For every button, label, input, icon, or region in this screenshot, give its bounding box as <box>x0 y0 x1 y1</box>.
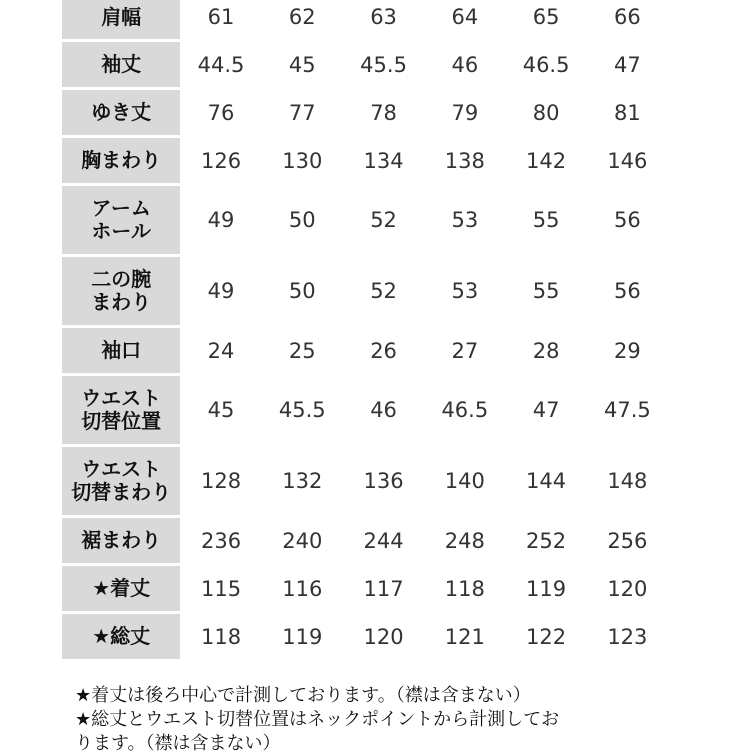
size-value-cell: 45.5 <box>278 398 326 422</box>
size-value-cell: 66 <box>613 5 641 29</box>
size-value-cell: 130 <box>282 148 323 173</box>
row-label <box>62 447 180 515</box>
size-value-cell: 146 <box>607 148 648 173</box>
size-value-cell: 80 <box>532 100 560 125</box>
table-row <box>62 328 668 373</box>
size-value-cell: 148 <box>607 469 648 493</box>
size-value-cell: 26 <box>370 338 397 363</box>
table-row <box>62 518 668 563</box>
size-value-cell: 122 <box>526 624 567 649</box>
size-value-cell: 76 <box>207 100 235 125</box>
row-label-line: ウエスト <box>81 386 162 410</box>
size-value-cell: 123 <box>607 624 648 649</box>
size-value-cell: 44.5 <box>197 52 245 77</box>
size-value-cell: 52 <box>370 208 397 232</box>
size-value-cell: 77 <box>288 100 316 125</box>
row-label-line: まわり <box>91 290 152 314</box>
size-value-cell: 63 <box>370 5 397 29</box>
size-value-cell: 115 <box>200 576 242 601</box>
size-value-cell: 126 <box>200 148 242 173</box>
size-value-cell: 47 <box>532 398 560 422</box>
size-value-cell: 53 <box>451 208 479 232</box>
row-label <box>62 138 180 183</box>
row-label-line: 二の腕 <box>91 267 152 291</box>
row-label-line: ★総丈 <box>92 624 151 648</box>
note-line: ります。（襟は含まない） <box>75 733 281 754</box>
note-line: ★着丈は後ろ中心で計測しております。（襟は含まない） <box>75 685 531 706</box>
size-value-cell: 142 <box>526 148 567 173</box>
size-value-cell: 46.5 <box>441 398 489 422</box>
row-label <box>62 566 180 611</box>
size-value-cell: 240 <box>282 528 323 553</box>
size-value-cell: 47.5 <box>603 398 651 422</box>
size-value-cell: 49 <box>207 279 235 303</box>
size-value-cell: 46.5 <box>522 52 570 77</box>
size-table-body <box>62 0 668 659</box>
row-label-line: ホール <box>91 219 151 243</box>
row-label <box>62 376 180 444</box>
row-label <box>62 328 180 373</box>
size-value-cell: 64 <box>451 5 479 29</box>
size-value-cell: 62 <box>288 5 316 29</box>
size-value-cell: 138 <box>444 148 485 173</box>
row-label-line: 肩幅 <box>101 4 142 29</box>
table-row <box>62 614 668 659</box>
size-value-cell: 27 <box>451 338 479 363</box>
row-label-line: ゆき丈 <box>91 100 152 124</box>
row-label-line: 袖丈 <box>101 52 142 76</box>
table-row <box>62 186 668 254</box>
size-value-cell: 140 <box>444 469 485 493</box>
table-row <box>62 257 668 325</box>
size-value-cell: 144 <box>526 469 567 493</box>
size-value-cell: 118 <box>444 576 485 601</box>
size-value-cell: 45.5 <box>360 52 407 77</box>
size-table <box>62 0 668 662</box>
size-value-cell: 56 <box>613 208 641 232</box>
size-value-cell: 236 <box>200 528 242 553</box>
row-label-line: 切替位置 <box>81 409 162 433</box>
row-label <box>62 0 180 39</box>
size-value-cell: 53 <box>451 279 479 303</box>
size-value-cell: 56 <box>613 279 641 303</box>
size-value-cell: 248 <box>444 528 485 553</box>
size-value-cell: 256 <box>607 528 648 553</box>
size-value-cell: 119 <box>282 624 323 649</box>
row-label-line: 裾まわり <box>81 528 162 552</box>
size-value-cell: 45 <box>207 398 235 422</box>
size-value-cell: 136 <box>363 469 404 493</box>
size-value-cell: 45 <box>288 52 316 77</box>
row-label <box>62 90 180 135</box>
size-value-cell: 132 <box>282 469 323 493</box>
size-value-cell: 116 <box>282 576 323 601</box>
size-value-cell: 46 <box>370 398 397 422</box>
row-label-line: 切替まわり <box>71 480 172 504</box>
size-value-cell: 61 <box>207 5 235 29</box>
size-value-cell: 120 <box>363 624 404 649</box>
size-value-cell: 65 <box>532 5 560 29</box>
size-value-cell: 244 <box>363 528 404 553</box>
row-label-line: 胸まわり <box>81 148 162 172</box>
size-value-cell: 78 <box>370 100 397 125</box>
size-value-cell: 52 <box>370 279 397 303</box>
size-value-cell: 117 <box>363 576 404 601</box>
row-label <box>62 614 180 659</box>
table-row <box>62 90 668 135</box>
row-label <box>62 257 180 325</box>
row-label <box>62 518 180 563</box>
table-row <box>62 0 668 39</box>
row-label <box>62 186 180 254</box>
size-value-cell: 55 <box>532 208 560 232</box>
size-value-cell: 120 <box>607 576 648 601</box>
size-value-cell: 28 <box>532 338 560 363</box>
table-row <box>62 447 668 515</box>
size-value-cell: 29 <box>613 338 641 363</box>
size-value-cell: 81 <box>613 100 641 125</box>
size-value-cell: 121 <box>444 624 485 649</box>
row-label-line: アーム <box>91 196 151 220</box>
size-value-cell: 50 <box>288 279 316 303</box>
size-value-cell: 24 <box>207 338 235 363</box>
table-row <box>62 138 668 183</box>
row-label <box>62 42 180 87</box>
note-line: ★総丈とウエスト切替位置はネックポイントから計測してお <box>75 709 560 730</box>
table-row <box>62 42 668 87</box>
size-value-cell: 79 <box>451 100 479 125</box>
table-row <box>62 566 668 611</box>
size-value-cell: 118 <box>200 624 242 649</box>
size-value-cell: 49 <box>207 208 235 232</box>
size-value-cell: 134 <box>363 148 404 173</box>
size-value-cell: 128 <box>200 469 242 493</box>
size-value-cell: 252 <box>526 528 567 553</box>
size-value-cell: 119 <box>526 576 567 601</box>
row-label-line: ★着丈 <box>92 576 151 600</box>
row-label-line: ウエスト <box>81 457 162 481</box>
size-value-cell: 46 <box>451 52 479 77</box>
size-value-cell: 47 <box>613 52 641 77</box>
size-value-cell: 55 <box>532 279 560 303</box>
table-row <box>62 376 668 444</box>
size-value-cell: 25 <box>288 338 316 363</box>
size-value-cell: 50 <box>288 208 316 232</box>
measurement-notes <box>75 684 675 756</box>
row-label-line: 袖口 <box>101 338 142 362</box>
